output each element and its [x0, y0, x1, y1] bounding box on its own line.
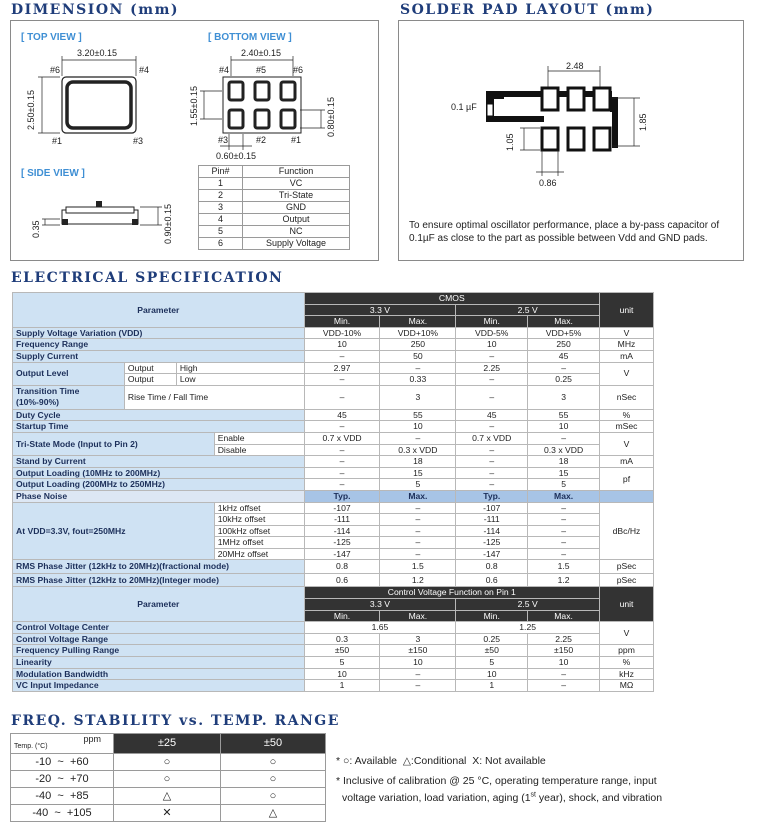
bottom-pin4-label: #4: [219, 65, 230, 75]
value-cell: 5: [380, 479, 456, 491]
value-cell: VDD+5%: [528, 327, 600, 339]
value-cell: 10: [304, 339, 380, 351]
param-cell: Control Voltage Range: [13, 633, 305, 645]
pin-function: Tri-State: [243, 190, 350, 202]
value-cell: –: [304, 385, 380, 409]
dimension-title: DIMENSION (mm): [11, 2, 180, 18]
value-cell: ±50: [456, 645, 528, 657]
value-cell: 2.25: [528, 633, 600, 645]
bottom-pin3-label: #3: [218, 135, 229, 145]
top-view-label: [ TOP VIEW ]: [21, 32, 82, 43]
availability-cell: ○: [221, 788, 326, 805]
value-cell: 0.6: [456, 573, 528, 587]
transition-sub-label: (10%-90%): [16, 397, 59, 408]
value-cell: –: [528, 548, 600, 560]
pad-height-label: 0.80±0.15: [326, 97, 336, 137]
param-cell: Output Loading (10MHz to 200MHz): [13, 467, 305, 479]
availability-cell: ○: [221, 754, 326, 771]
superscript: st: [530, 791, 536, 798]
unit-cell: %: [600, 409, 654, 421]
value-cell: –: [304, 350, 380, 362]
pin-number: 5: [199, 226, 243, 238]
value-cell: 1.25: [456, 622, 600, 634]
value-cell: 0.3 x VDD: [528, 444, 600, 456]
solder-pad-title: SOLDER PAD LAYOUT (mm): [400, 2, 655, 18]
unit-cell: mA: [600, 350, 654, 362]
blank-header: [600, 490, 654, 502]
typ-header: Typ.: [304, 490, 380, 502]
value-cell: 0.3 x VDD: [380, 444, 456, 456]
value-cell: –: [528, 502, 600, 514]
unit-cell: pf: [600, 467, 654, 490]
legend-note: * ○: Available △:Conditional X: Not available: [336, 755, 546, 767]
param-cell: Duty Cycle: [13, 409, 305, 421]
value-cell: VDD-10%: [304, 327, 380, 339]
value-cell: –: [304, 467, 380, 479]
param-cell: Tri-State Mode (Input to Pin 2): [13, 432, 215, 455]
value-cell: 3: [528, 385, 600, 409]
value-cell: -107: [304, 502, 380, 514]
value-cell: 18: [380, 456, 456, 468]
value-cell: 1.2: [528, 573, 600, 587]
value-cell: –: [456, 456, 528, 468]
value-cell: 18: [528, 456, 600, 468]
transition-label: Transition Time: [16, 386, 80, 397]
pin-number: 3: [199, 202, 243, 214]
availability-cell: △: [221, 805, 326, 822]
unit-cell: dBc/Hz: [600, 502, 654, 560]
bottom-view-label: [ BOTTOM VIEW ]: [208, 32, 292, 43]
solder-height-label: 1.85: [638, 113, 648, 131]
value-cell: 10: [528, 657, 600, 669]
freq-stability-table: [10, 733, 326, 822]
param-cell: Frequency Range: [13, 339, 305, 351]
inclusive-note-line1: * Inclusive of calibration @ 25 °C, operating temperature range, input: [336, 775, 657, 787]
sub-param-cell: 1kHz offset: [214, 502, 304, 514]
sub-param-cell: 20MHz offset: [214, 548, 304, 560]
value-cell: -114: [456, 525, 528, 537]
inclusive-note-text: voltage variation, load variation, aging (1: [342, 791, 531, 804]
value-cell: VDD+10%: [380, 327, 456, 339]
value-cell: 10: [380, 657, 456, 669]
value-cell: 1.2: [380, 573, 456, 587]
top-pin4-label: #4: [139, 65, 150, 75]
value-cell: -125: [456, 537, 528, 549]
value-cell: ±150: [380, 645, 456, 657]
pin-function: Supply Voltage: [243, 238, 350, 250]
unit-cell: V: [600, 327, 654, 339]
value-cell: –: [528, 537, 600, 549]
ppm25-header: ±25: [114, 734, 221, 754]
value-cell: ±50: [304, 645, 380, 657]
top-pin6-label: #6: [50, 65, 61, 75]
value-cell: 55: [528, 409, 600, 421]
value-cell: –: [528, 668, 600, 680]
value-cell: –: [304, 421, 380, 433]
solder-note: To ensure optimal oscillator performance, place a by-pass capacitor of 0.1µF as close to the part as possible between Vdd and GND pads.: [409, 220, 720, 244]
unit-cell: MΩ: [600, 680, 654, 692]
min-header: Min.: [456, 610, 528, 622]
value-cell: 0.7 x VDD: [304, 432, 380, 444]
max-header: Max.: [380, 316, 456, 328]
value-cell: –: [380, 525, 456, 537]
value-cell: 45: [304, 409, 380, 421]
value-cell: –: [456, 421, 528, 433]
value-cell: 2.97: [304, 362, 380, 374]
value-cell: 1: [304, 680, 380, 692]
unit-cell: nSec: [600, 385, 654, 409]
param-cell: Supply Voltage Variation (VDD): [13, 327, 305, 339]
sub-param-cell: 1MHz offset: [214, 537, 304, 549]
solder-width-label: 2.48: [566, 61, 584, 71]
v25-header: 2.5 V: [456, 304, 600, 316]
value-cell: –: [528, 432, 600, 444]
top-pin3-label: #3: [133, 136, 144, 146]
value-cell: 1.5: [380, 560, 456, 574]
typ-header: Typ.: [456, 490, 528, 502]
value-cell: 15: [528, 467, 600, 479]
parameter-header: Parameter: [13, 587, 305, 622]
value-cell: 5: [456, 657, 528, 669]
side-view-label: [ SIDE VIEW ]: [21, 168, 85, 179]
param-cell: Modulation Bandwidth: [13, 668, 305, 680]
value-cell: –: [380, 680, 456, 692]
value-cell: 0.6: [304, 573, 380, 587]
unit-cell: V: [600, 622, 654, 645]
value-cell: -147: [456, 548, 528, 560]
inclusive-note-line2: [336, 792, 662, 804]
param-cell: RMS Phase Jitter (12kHz to 20MHz)(Integer mode): [13, 573, 305, 587]
value-cell: –: [304, 479, 380, 491]
v33-header: 3.3 V: [304, 599, 456, 611]
unit-cell: MHz: [600, 339, 654, 351]
value-cell: –: [380, 668, 456, 680]
unit-cell: %: [600, 657, 654, 669]
value-cell: -125: [304, 537, 380, 549]
param-cell: Linearity: [13, 657, 305, 669]
value-cell: ±150: [528, 645, 600, 657]
value-cell: 3: [380, 385, 456, 409]
value-cell: –: [456, 374, 528, 386]
value-cell: 10: [304, 668, 380, 680]
max-header: Max.: [380, 610, 456, 622]
pin-function-table: [198, 165, 350, 250]
value-cell: 15: [380, 467, 456, 479]
cap-label: 0.1 µF: [451, 102, 477, 112]
value-cell: 10: [528, 421, 600, 433]
bottom-pin6-label: #6: [293, 65, 304, 75]
param-cell: Startup Time: [13, 421, 305, 433]
pin-number: 4: [199, 214, 243, 226]
value-cell: 250: [528, 339, 600, 351]
phase-noise-header: Phase Noise: [13, 490, 305, 502]
value-cell: –: [380, 537, 456, 549]
unit-cell: ppm: [600, 645, 654, 657]
max-header: Max.: [528, 316, 600, 328]
value-cell: 45: [528, 350, 600, 362]
side-total-label: 0.90±0.15: [163, 204, 173, 244]
top-height-label: 2.50±0.15: [26, 90, 36, 130]
value-cell: VDD-5%: [456, 327, 528, 339]
value-cell: –: [304, 444, 380, 456]
sub-param-cell: 100kHz offset: [214, 525, 304, 537]
sub-param-cell: Rise Time / Fall Time: [124, 385, 304, 409]
temp-label: Temp. (°C): [14, 743, 48, 751]
inclusive-note-end: year), shock, and vibration: [536, 791, 663, 804]
value-cell: –: [528, 680, 600, 692]
sub-param-cell: Output: [124, 374, 176, 386]
value-cell: 250: [380, 339, 456, 351]
value-cell: -111: [304, 514, 380, 526]
sub-param-cell: High: [176, 362, 304, 374]
value-cell: 0.8: [456, 560, 528, 574]
param-cell: RMS Phase Jitter (12kHz to 20MHz)(fractional mode): [13, 560, 305, 574]
availability-cell: ○: [114, 754, 221, 771]
value-cell: -111: [456, 514, 528, 526]
value-cell: 10: [456, 668, 528, 680]
unit-header: unit: [600, 587, 654, 622]
pad-width-label: 0.60±0.15: [216, 151, 256, 161]
value-cell: –: [528, 514, 600, 526]
unit-cell: V: [600, 362, 654, 385]
value-cell: 0.8: [304, 560, 380, 574]
bottom-pin5-label: #5: [256, 65, 267, 75]
v33-header: 3.3 V: [304, 304, 456, 316]
value-cell: –: [380, 362, 456, 374]
value-cell: –: [380, 502, 456, 514]
temp-ppm-header: [11, 734, 114, 754]
value-cell: –: [380, 432, 456, 444]
value-cell: 5: [304, 657, 380, 669]
temp-range-cell: -40 ~ +105: [11, 805, 114, 822]
min-header: Min.: [304, 610, 380, 622]
temp-range-cell: -40 ~ +85: [11, 788, 114, 805]
cmos-header: CMOS: [304, 293, 599, 305]
unit-cell: mSec: [600, 421, 654, 433]
min-header: Min.: [456, 316, 528, 328]
pin-function: GND: [243, 202, 350, 214]
cv-title-header: Control Voltage Function on Pin 1: [304, 587, 599, 599]
temp-range-cell: -20 ~ +70: [11, 771, 114, 788]
value-cell: -107: [456, 502, 528, 514]
value-cell: –: [528, 362, 600, 374]
value-cell: 55: [380, 409, 456, 421]
value-cell: 50: [380, 350, 456, 362]
value-cell: 2.25: [456, 362, 528, 374]
availability-cell: △: [114, 788, 221, 805]
value-cell: –: [380, 548, 456, 560]
value-cell: –: [456, 350, 528, 362]
value-cell: –: [456, 385, 528, 409]
unit-cell: V: [600, 432, 654, 455]
value-cell: 0.33: [380, 374, 456, 386]
electrical-title: ELECTRICAL SPECIFICATION: [11, 270, 284, 286]
unit-cell: pSec: [600, 560, 654, 574]
max-header: Max.: [380, 490, 456, 502]
inclusive-note: [336, 775, 736, 805]
temp-range-cell: -10 ~ +60: [11, 754, 114, 771]
value-cell: –: [528, 525, 600, 537]
value-cell: –: [456, 479, 528, 491]
pin-function: VC: [243, 178, 350, 190]
param-cell: Control Voltage Center: [13, 622, 305, 634]
value-cell: –: [380, 514, 456, 526]
value-cell: -114: [304, 525, 380, 537]
max-header: Max.: [528, 610, 600, 622]
max-header: Max.: [528, 490, 600, 502]
ppm50-header: ±50: [221, 734, 326, 754]
value-cell: 0.25: [528, 374, 600, 386]
value-cell: 10: [380, 421, 456, 433]
pin-number: 1: [199, 178, 243, 190]
value-cell: 0.25: [456, 633, 528, 645]
availability-cell: ○: [114, 771, 221, 788]
solder-pad-height-label: 1.05: [505, 133, 515, 151]
value-cell: -147: [304, 548, 380, 560]
top-width-label: 3.20±0.15: [77, 48, 117, 58]
value-cell: 1: [456, 680, 528, 692]
param-cell: [13, 385, 125, 409]
sub-param-cell: Enable: [214, 432, 304, 444]
param-cell: Frequency Pulling Range: [13, 645, 305, 657]
pin-header: Pin#: [199, 166, 243, 178]
value-cell: –: [304, 456, 380, 468]
availability-cell: ✕: [114, 805, 221, 822]
value-cell: –: [304, 374, 380, 386]
unit-cell: pSec: [600, 573, 654, 587]
unit-header: unit: [600, 293, 654, 328]
pin-function: Output: [243, 214, 350, 226]
solder-pad-drawing: [0, 0, 1, 1]
param-cell: VC Input Impedance: [13, 680, 305, 692]
unit-cell: mA: [600, 456, 654, 468]
value-cell: 45: [456, 409, 528, 421]
value-cell: 1.5: [528, 560, 600, 574]
bottom-width-label: 2.40±0.15: [241, 48, 281, 58]
electrical-spec-table: [12, 292, 654, 692]
freq-stability-title: FREQ. STABILITY vs. TEMP. RANGE: [11, 713, 340, 729]
sub-param-cell: Output: [124, 362, 176, 374]
function-header: Function: [243, 166, 350, 178]
parameter-header: Parameter: [13, 293, 305, 328]
param-cell: Stand by Current: [13, 456, 305, 468]
side-height-label: 0.35: [31, 220, 41, 238]
value-cell: –: [456, 444, 528, 456]
bottom-height-label: 1.55±0.15: [189, 86, 199, 126]
value-cell: –: [456, 467, 528, 479]
pin-number: 6: [199, 238, 243, 250]
v25-header: 2.5 V: [456, 599, 600, 611]
param-cell: Supply Current: [13, 350, 305, 362]
param-cell: Output Loading (200MHz to 250MHz): [13, 479, 305, 491]
sub-param-cell: Low: [176, 374, 304, 386]
value-cell: 0.3: [304, 633, 380, 645]
ppm-label: ppm: [83, 734, 101, 744]
top-pin1-label: #1: [52, 136, 63, 146]
param-cell: At VDD=3.3V, fout=250MHz: [13, 502, 215, 560]
value-cell: 0.7 x VDD: [456, 432, 528, 444]
unit-cell: kHz: [600, 668, 654, 680]
sub-param-cell: 10kHz offset: [214, 514, 304, 526]
availability-cell: ○: [221, 771, 326, 788]
pin-function: NC: [243, 226, 350, 238]
sub-param-cell: Disable: [214, 444, 304, 456]
value-cell: 10: [456, 339, 528, 351]
solder-pad-width-label: 0.86: [539, 178, 557, 188]
value-cell: 3: [380, 633, 456, 645]
value-cell: 1.65: [304, 622, 456, 634]
min-header: Min.: [304, 316, 380, 328]
value-cell: 5: [528, 479, 600, 491]
bottom-pin2-label: #2: [256, 135, 267, 145]
pin-number: 2: [199, 190, 243, 202]
param-cell: Output Level: [13, 362, 125, 385]
bottom-pin1-label: #1: [291, 135, 302, 145]
